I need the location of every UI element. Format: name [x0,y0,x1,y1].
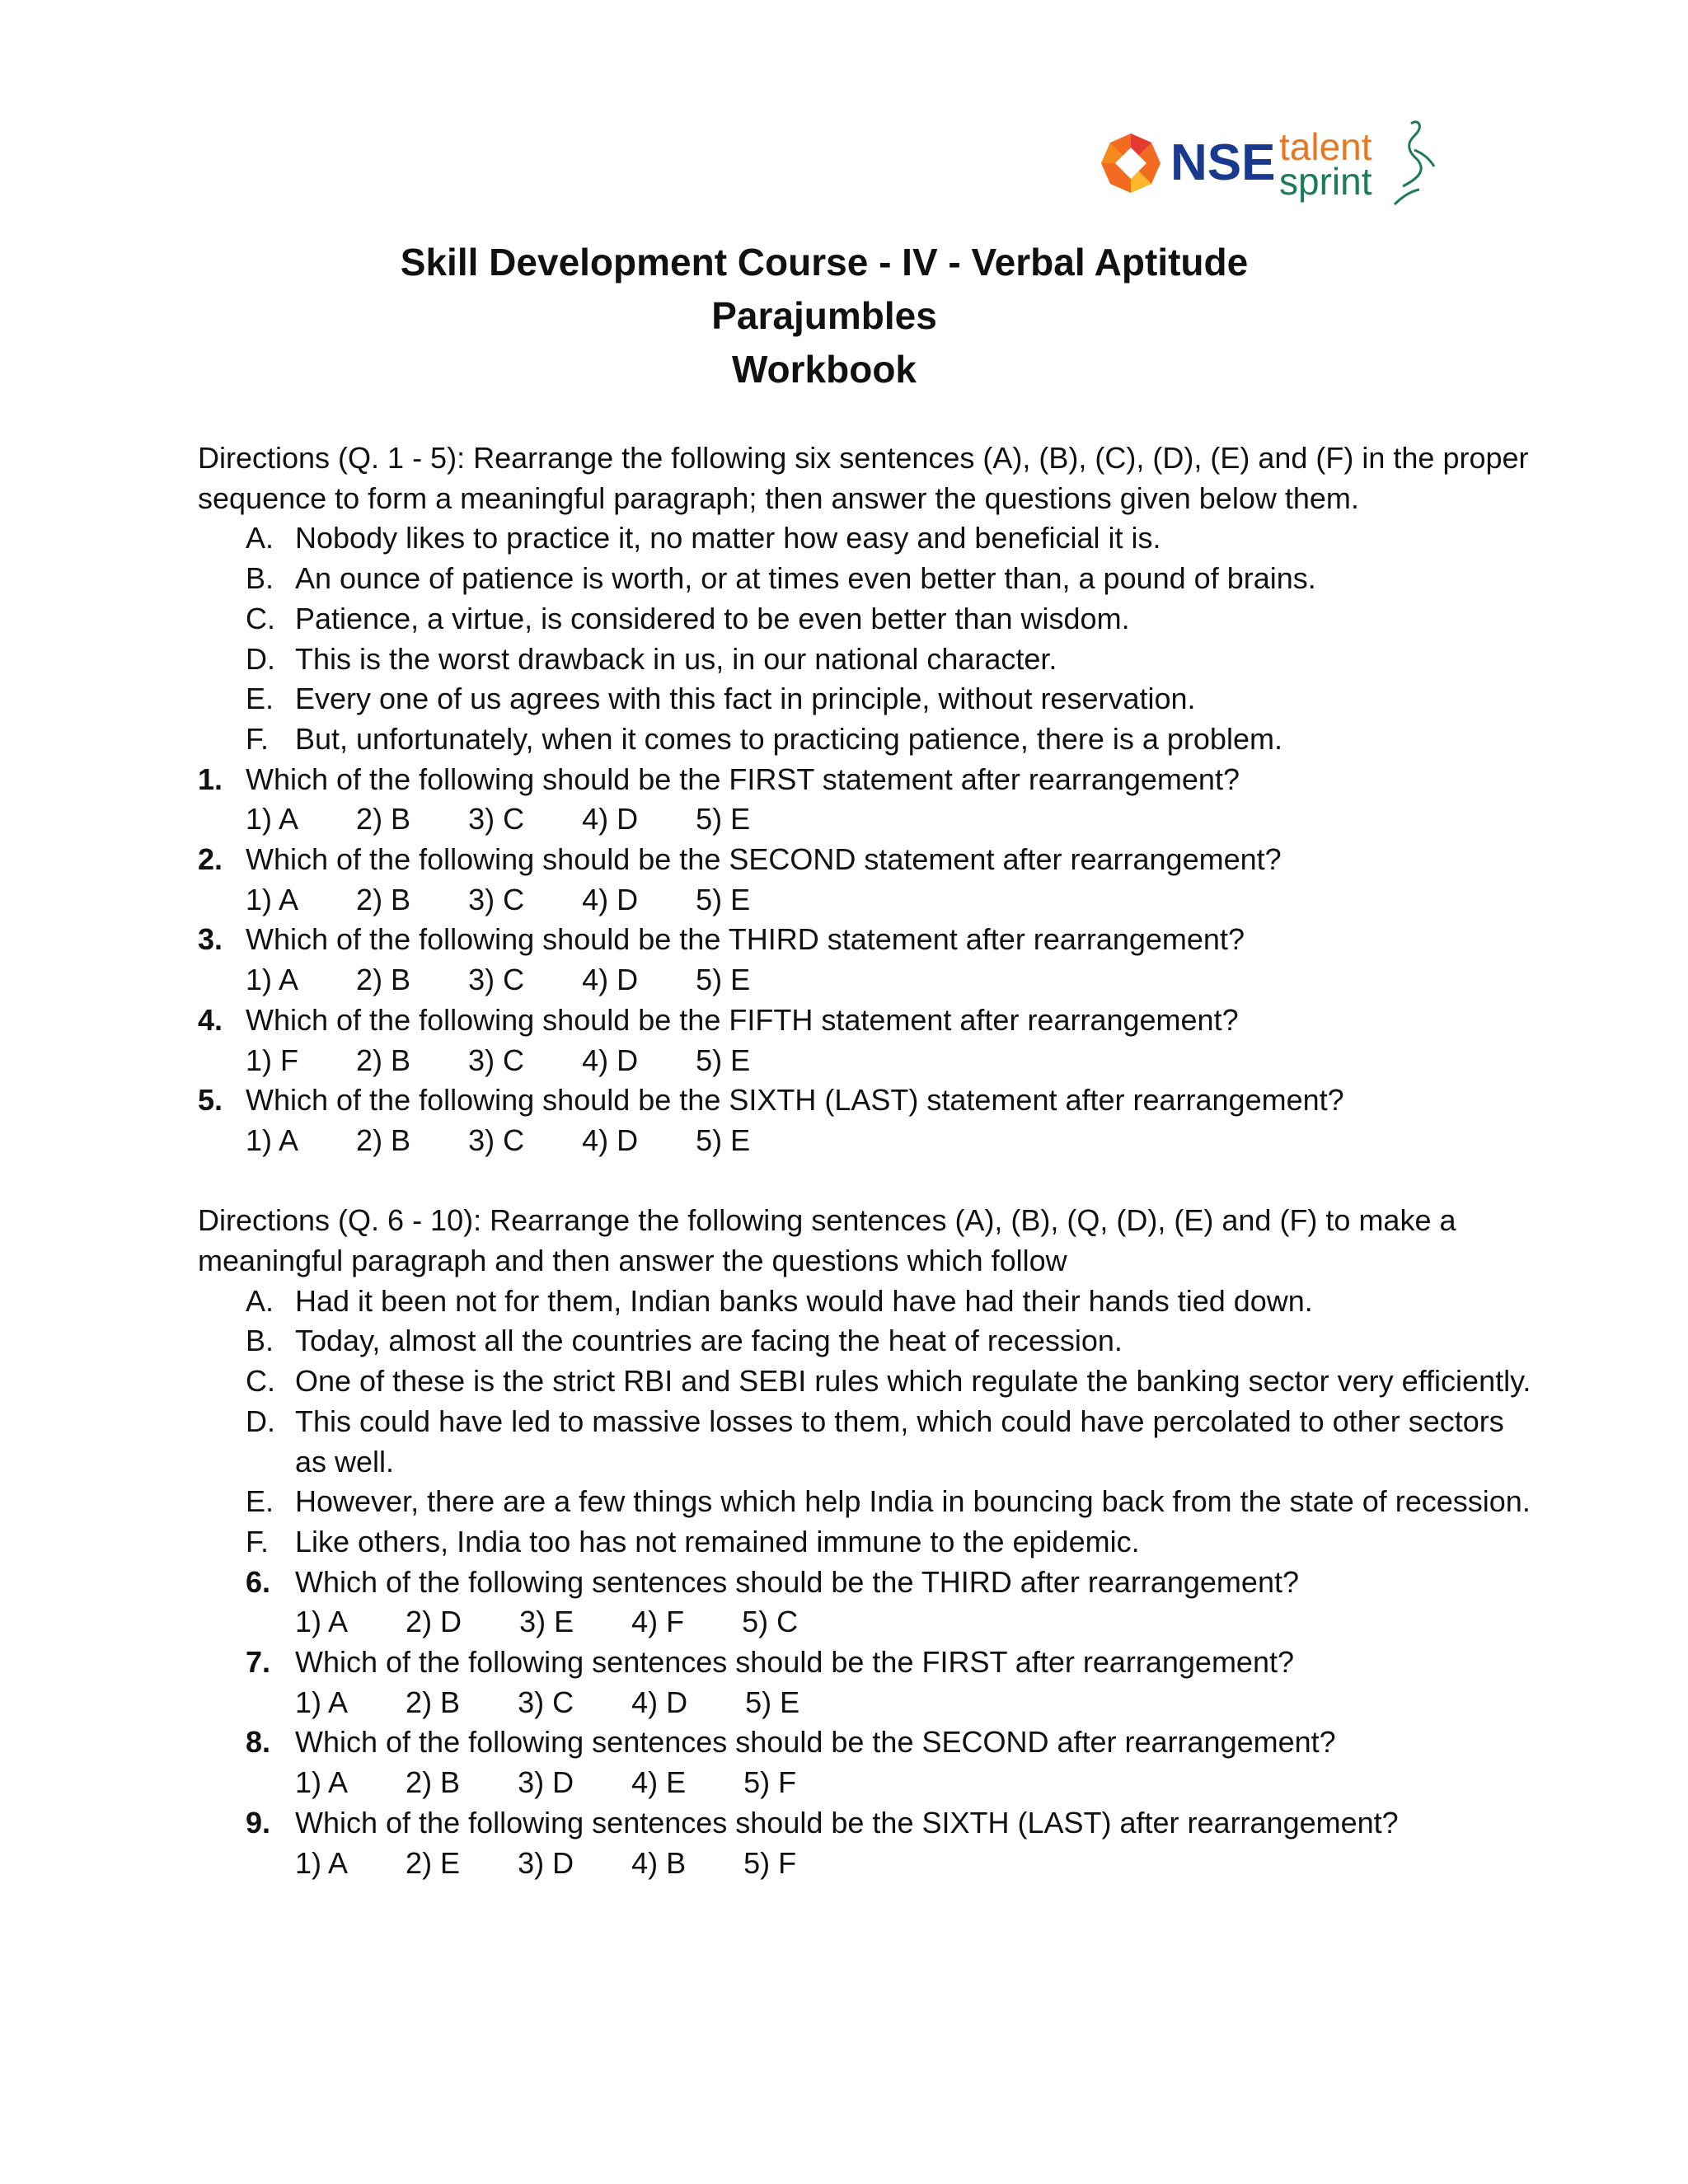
question-item [198,1803,1533,1844]
title-line-course: Skill Development Course - IV - Verbal Aptitude [400,241,1249,284]
answer-option: 2) B [406,1765,461,1800]
question-text: Which of the following should be the FIFTH statement after rearrangement? [246,1002,1239,1037]
answer-option: 2) B [406,1685,461,1719]
question-list-1 [198,760,1533,1161]
question-item [198,1001,1533,1041]
sentence-text: Like others, India too has not remained immune to the epidemic. [295,1524,1140,1558]
answer-option: 3) E [519,1605,574,1639]
answer-option: 4) D [582,1122,639,1157]
sprinter-figure-icon [1395,122,1434,204]
question-item [198,1080,1533,1121]
question-text: Which of the following should be the THIRD statement after rearrangement? [246,922,1245,957]
sentence-item [198,719,1533,760]
answer-option: 5) C [742,1605,799,1639]
question-number: 3. [198,922,223,957]
sentence-text: This is the worst drawback in us, in our national character. [295,641,1057,676]
sprint-wordmark: sprint [1279,160,1372,203]
workbook-body [198,438,1533,1883]
sentence-item [198,679,1533,719]
answer-option: 3) D [518,1765,574,1800]
answer-options [198,799,1533,840]
answer-options [198,1683,1533,1723]
question-item [198,840,1533,880]
question-item [198,1563,1533,1603]
answer-options [198,960,1533,1001]
answer-option: 1) A [246,882,299,916]
talent-wordmark: talent [1279,125,1372,168]
sentence-item [198,518,1533,559]
sentence-text: Nobody likes to practice it, no matter how easy and beneficial it is. [295,521,1161,555]
question-text: Which of the following sentences should be the FIRST after rearrangement? [295,1645,1294,1680]
answer-option: 1) A [246,802,299,837]
answer-option: 3) C [468,1122,525,1157]
title-line-workbook: Workbook [731,348,917,391]
question-text: Which of the following sentences should be the SECOND after rearrangement? [295,1725,1336,1760]
answer-option: 3) C [468,963,525,997]
answer-option: 3) C [468,1043,525,1077]
answer-options [198,1602,1533,1643]
sentence-item [198,1361,1533,1402]
question-number: 5. [198,1083,223,1118]
question-item [198,1722,1533,1763]
answer-option: 1) A [295,1765,349,1800]
sentence-text: However, there are a few things which help India in bouncing back from the state of recession. [295,1484,1531,1519]
nse-talentsprint-logo [1088,114,1451,213]
answer-option: 3) C [468,882,525,916]
sentence-text: But, unfortunately, when it comes to practicing patience, there is a problem. [295,721,1282,756]
answer-option: 5) F [743,1845,797,1880]
answer-options [198,1041,1533,1081]
answer-option: 2) B [356,1043,411,1077]
question-text: Which of the following should be the SIXTH (LAST) statement after rearrangement? [246,1083,1344,1118]
answer-option: 3) C [468,802,525,837]
answer-option: 2) B [356,963,411,997]
answer-options [198,1763,1533,1803]
answer-option: 1) A [295,1685,349,1719]
answer-options [198,1121,1533,1161]
answer-option: 5) E [696,1122,751,1157]
question-item [198,1643,1533,1683]
answer-options [198,1844,1533,1884]
sentence-text: Patience, a virtue, is considered to be even better than wisdom. [295,601,1130,635]
answer-option: 1) F [246,1043,299,1077]
sentence-label: F. [246,1524,270,1558]
sentence-list-2 [198,1282,1533,1563]
sentence-item [198,1482,1533,1522]
sentence-text: Had it been not for them, Indian banks would have had their hands tied down. [295,1283,1313,1318]
answer-option: 1) A [295,1605,349,1639]
sentence-label: A. [246,1283,274,1318]
question-list-2 [198,1563,1533,1884]
answer-option: 5) F [743,1765,797,1800]
sentence-item [198,640,1533,680]
question-text: Which of the following should be the SECOND statement after rearrangement? [246,842,1282,877]
question-number: 8. [246,1725,271,1760]
answer-option: 2) B [356,802,411,837]
nse-wordmark: NSE [1170,134,1276,191]
sentence-item [198,1522,1533,1563]
sentence-text: This could have led to massive losses to them, which could have percolated to other sectors as well. [295,1404,1504,1479]
question-number: 7. [246,1645,271,1680]
sentence-text: One of these is the strict RBI and SEBI rules which regulate the banking sector very efficiently. [295,1364,1531,1399]
nse-logo-mark [1101,134,1160,193]
question-number: 6. [246,1564,271,1599]
directions-section-2: Directions (Q. 6 - 10): Rearrange the following sentences (A), (B), (Q, (D), (E) and (F) to make a meaningful paragraph and then answer the questions which follow [198,1203,1456,1278]
answer-option: 5) E [696,802,751,837]
answer-option: 4) D [582,882,639,916]
directions-section-1: Directions (Q. 1 - 5): Rearrange the following six sentences (A), (B), (C), (D), (E) and (F) in the proper sequence to form a meaningful paragraph; then answer the questions given below them. [198,441,1529,515]
answer-option: 5) E [745,1685,800,1719]
sentence-label: C. [246,601,275,635]
answer-option: 5) E [696,882,751,916]
sentence-label: E. [246,682,274,716]
answer-option: 2) E [406,1845,461,1880]
answer-option: 5) E [696,1043,751,1077]
question-number: 4. [198,1002,223,1037]
question-text: Which of the following sentences should be the SIXTH (LAST) after rearrangement? [295,1805,1399,1840]
sentence-label: D. [246,1404,275,1438]
sentence-label: E. [246,1484,274,1519]
question-text: Which of the following should be the FIRST statement after rearrangement? [246,762,1240,796]
answer-option: 4) D [582,802,639,837]
sentence-text: Every one of us agrees with this fact in principle, without reservation. [295,682,1196,716]
section-spacer [198,1161,1533,1202]
question-number: 1. [198,762,223,796]
answer-option: 4) F [631,1605,685,1639]
question-number: 2. [198,842,223,877]
question-item [198,760,1533,800]
sentence-label: D. [246,641,275,676]
answer-option: 3) C [518,1685,574,1719]
question-item [198,920,1533,960]
sentence-list-1 [198,518,1533,759]
sentence-text: An ounce of patience is worth, or at times even better than, a pound of brains. [295,561,1316,596]
sentence-label: B. [246,1324,274,1358]
sentence-label: C. [246,1364,275,1399]
answer-option: 1) A [246,963,299,997]
answer-option: 1) A [246,1122,299,1157]
sentence-text: Today, almost all the countries are facing the heat of recession. [295,1324,1123,1358]
answer-option: 4) D [582,963,639,997]
sentence-item [198,599,1533,640]
answer-option: 2) B [356,882,411,916]
answer-option: 5) E [696,963,751,997]
answer-option: 4) E [631,1765,687,1800]
answer-option: 1) A [295,1845,349,1880]
answer-options [198,880,1533,921]
answer-option: 3) D [518,1845,574,1880]
sentence-label: A. [246,521,274,555]
sentence-item [198,1321,1533,1361]
document-title [0,236,1648,396]
sentence-item [198,559,1533,599]
title-line-topic: Parajumbles [711,294,937,337]
answer-option: 2) D [406,1605,462,1639]
question-text: Which of the following sentences should be the THIRD after rearrangement? [295,1564,1299,1599]
sentence-item [198,1402,1533,1482]
sentence-item [198,1282,1533,1322]
sentence-label: F. [246,721,270,756]
answer-option: 4) B [631,1845,687,1880]
sentence-label: B. [246,561,274,596]
answer-option: 4) D [582,1043,639,1077]
question-number: 9. [246,1805,271,1840]
answer-option: 2) B [356,1122,411,1157]
answer-option: 4) D [631,1685,688,1719]
